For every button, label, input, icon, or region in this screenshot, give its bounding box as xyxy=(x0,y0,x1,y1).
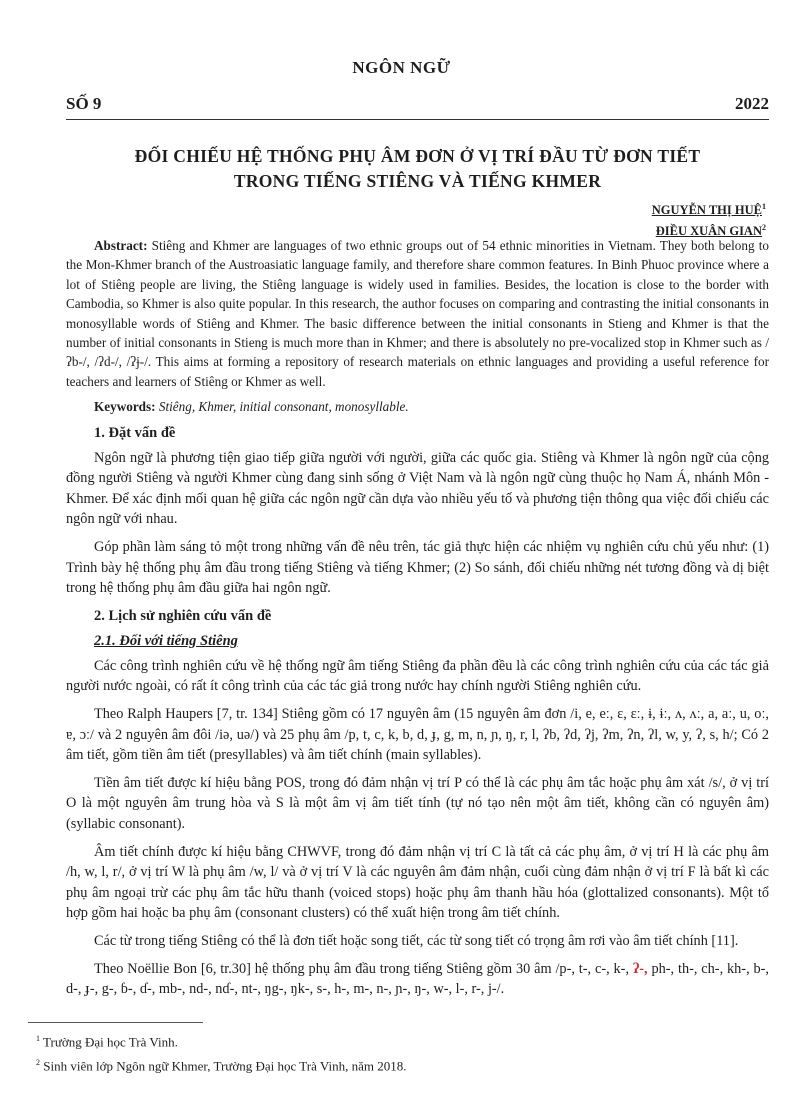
article-body xyxy=(66,236,769,1007)
section-2-1-paragraph-6: Theo Noëllie Bon [6, tr.30] hệ thống phụ âm đầu trong tiếng Stiêng gồm 30 âm /p-, t-, c-, k-, ʔ-, ph-, th-, ch-, kh-, b-, d-, ɟ-, g-, ɓ-, ɗ-, mb-, nd-, nɗ-, nt-, ŋg-, ŋk-, s-, h-, m-, n-, ɲ-, ŋ-, w-, l-, r-, j-/. xyxy=(66,960,770,998)
section-1-paragraph-1: Ngôn ngữ là phương tiện giao tiếp giữa người với người, giữa các quốc gia. Stiêng và Khmer là ngôn ngữ của cộng đồng người Stiêng và người Khmer cùng đang sinh sống ở Việt Nam và là ngôn ngữ cùng thuộc họ Nam Á, nhánh Môn - Khmer. Để xác định mối quan hệ giữa các ngôn ngữ cần dựa vào nhiều yếu tố và phương tiện thông qua việc đối chiếu các ngôn ngữ với nhau. xyxy=(66,449,769,528)
abstract-text: Stiêng and Khmer are languages of two ethnic groups out of 54 ethnic minorities in Vietnam. They both belong to the Mon-Khmer branch of the Austroasiatic language family, and therefore share common features. In Binh Phuoc province where a lot of Stiêng people are living, the Stiêng language is widely used in families. Besides, the location is close to the border with Cambodia, so Khmer is also quite popular. In this research, the author focuses on comparing and contrasting the initial consonants in monosyllable words of Stiêng and Khmer. The basic difference between the initial consonants in Stieng and Khmer is that the number of initial consonants in Stieng is much more than in Khmer; and there is absolutely no pre-vocalized stop in Khmer such as /ʔb-/, /ʔd-/, /ʔɉ-/. This aims at forming a repository of research materials on ethnic languages and providing a useful reference for teachers and learners of Stiêng or Khmer as well. xyxy=(66,238,769,389)
section-2-1-paragraph-1: Các công trình nghiên cứu về hệ thống ngữ âm tiếng Stiêng đa phần đều là các công trình nghiên cứu của các tác giả người nước ngoài, có rất ít công trình của các tác giả trong nước hay chính người Stiêng nghiên cứu. xyxy=(66,657,769,695)
keywords-label: Keywords xyxy=(94,399,152,415)
header-rule xyxy=(66,119,769,120)
footnote-2: $^2$ Sinh viên lớp Ngôn ngữ Khmer, Trường Đại học Trà Vinh, năm 2018. xyxy=(36,1058,407,1074)
highlighted-glottal-stop: ʔ-, xyxy=(632,960,648,977)
section-2-1-heading: 2.1. Đối với tiếng Stiêng xyxy=(94,632,238,649)
title-line-2: TRONG TIẾNG STIÊNG VÀ TIẾNG KHMER xyxy=(233,171,602,191)
keywords: Keywords: Stiêng, Khmer, initial consonant, monosyllable. xyxy=(94,399,409,415)
section-2-1-paragraph-2: Theo Ralph Haupers [7, tr. 134] Stiêng gồm có 17 nguyên âm (15 nguyên âm đơn /i, e, eː, ɛ, ɛː, ɨ, ɨː, ʌ, ʌː, a, aː, u, oː, ɐ, ɔː/ và 2 nguyên âm đôi /iə, uə/) và 25 phụ âm /p, t, c, k, b, d, ɟ, g, m, n, ɲ, ŋ, r, l, ʔb, ʔd, ʔj, ʔm, ʔn, ʔl, w, y, ʔ, s, h/; Có 2 âm tiết, gồm tiền âm tiết (presyllables) và âm tiết chính (main syllables). xyxy=(66,706,769,764)
section-2-1-paragraph-3: Tiền âm tiết được kí hiệu bằng POS, trong đó đảm nhận vị trí P có thể là các phụ âm tắc hoặc phụ âm xát /s/, ở vị trí O là một nguyên âm trung hòa và S là một âm vị âm tiết tính (tự nó tạo nên một âm tiết, không cần có nguyên âm) (syllabic consonant). xyxy=(66,774,769,832)
author-2: ĐIỀU XUÂN GIAN$^2$ xyxy=(655,223,766,239)
abstract-label: Abstract: xyxy=(94,238,148,253)
title-line-1: ĐỐI CHIẾU HỆ THỐNG PHỤ ÂM ĐƠN Ở VỊ TRÍ ĐẦU TỪ ĐƠN TIẾT xyxy=(134,146,701,166)
issue-year: 2022 xyxy=(735,94,769,113)
footnotes xyxy=(36,1030,769,1079)
footnote-1: $^1$ Trường Đại học Trà Vinh. xyxy=(36,1034,178,1050)
issue-number: SỐ 9 xyxy=(66,94,102,113)
section-1-heading: 1. Đặt vấn đề xyxy=(94,424,176,441)
section-2-1-paragraph-5: Các từ trong tiếng Stiêng có thể là đơn tiết hoặc song tiết, các từ song tiết có trọng âm rơi vào âm tiết chính [11]. xyxy=(94,932,739,949)
keywords-text: Stiêng, Khmer, initial consonant, monosyllable. xyxy=(158,399,409,415)
author-list xyxy=(652,198,766,240)
footnote-rule xyxy=(28,1022,203,1023)
article-title xyxy=(66,144,769,194)
journal-name: NGÔN NGỮ xyxy=(352,58,451,77)
issue-row xyxy=(66,94,769,114)
author-1: NGUYỄN THỊ HUỆ$^1$ xyxy=(651,202,766,218)
abstract xyxy=(66,236,769,391)
section-2-1-paragraph-4: Âm tiết chính được kí hiệu bằng CHWVF, trong đó đảm nhận vị trí C là tất cả các phụ âm, ở vị trí H là các phụ âm /h, w, l, r/, ở vị trí W là phụ âm /w, l/ và ở vị trí V là các nguyên âm đảm nhận, cuối cùng đảm nhận ở vị trí F là bất kì các phụ âm ngoại trừ các phụ âm tắc hữu thanh (voiced stops) hoặc phụ âm thanh hầu hóa (glottalized consonants). Một tổ hợp gồm hai hoặc ba phụ âm (consonant clusters) có thể xuất hiện trong âm tiết chính. xyxy=(66,843,769,922)
section-1-paragraph-2: Góp phần làm sáng tỏ một trong những vấn đề nêu trên, tác giả thực hiện các nhiệm vụ nghiên cứu chủ yếu như: (1) Trình bày hệ thống phụ âm đầu trong tiếng Stiêng và tiếng Khmer; (2) So sánh, đối chiếu những nét tương đồng và dị biệt trong hệ thống phụ âm đầu giữa hai ngôn ngữ. xyxy=(66,539,769,597)
section-2-heading: 2. Lịch sử nghiên cứu vấn đề xyxy=(94,607,272,624)
